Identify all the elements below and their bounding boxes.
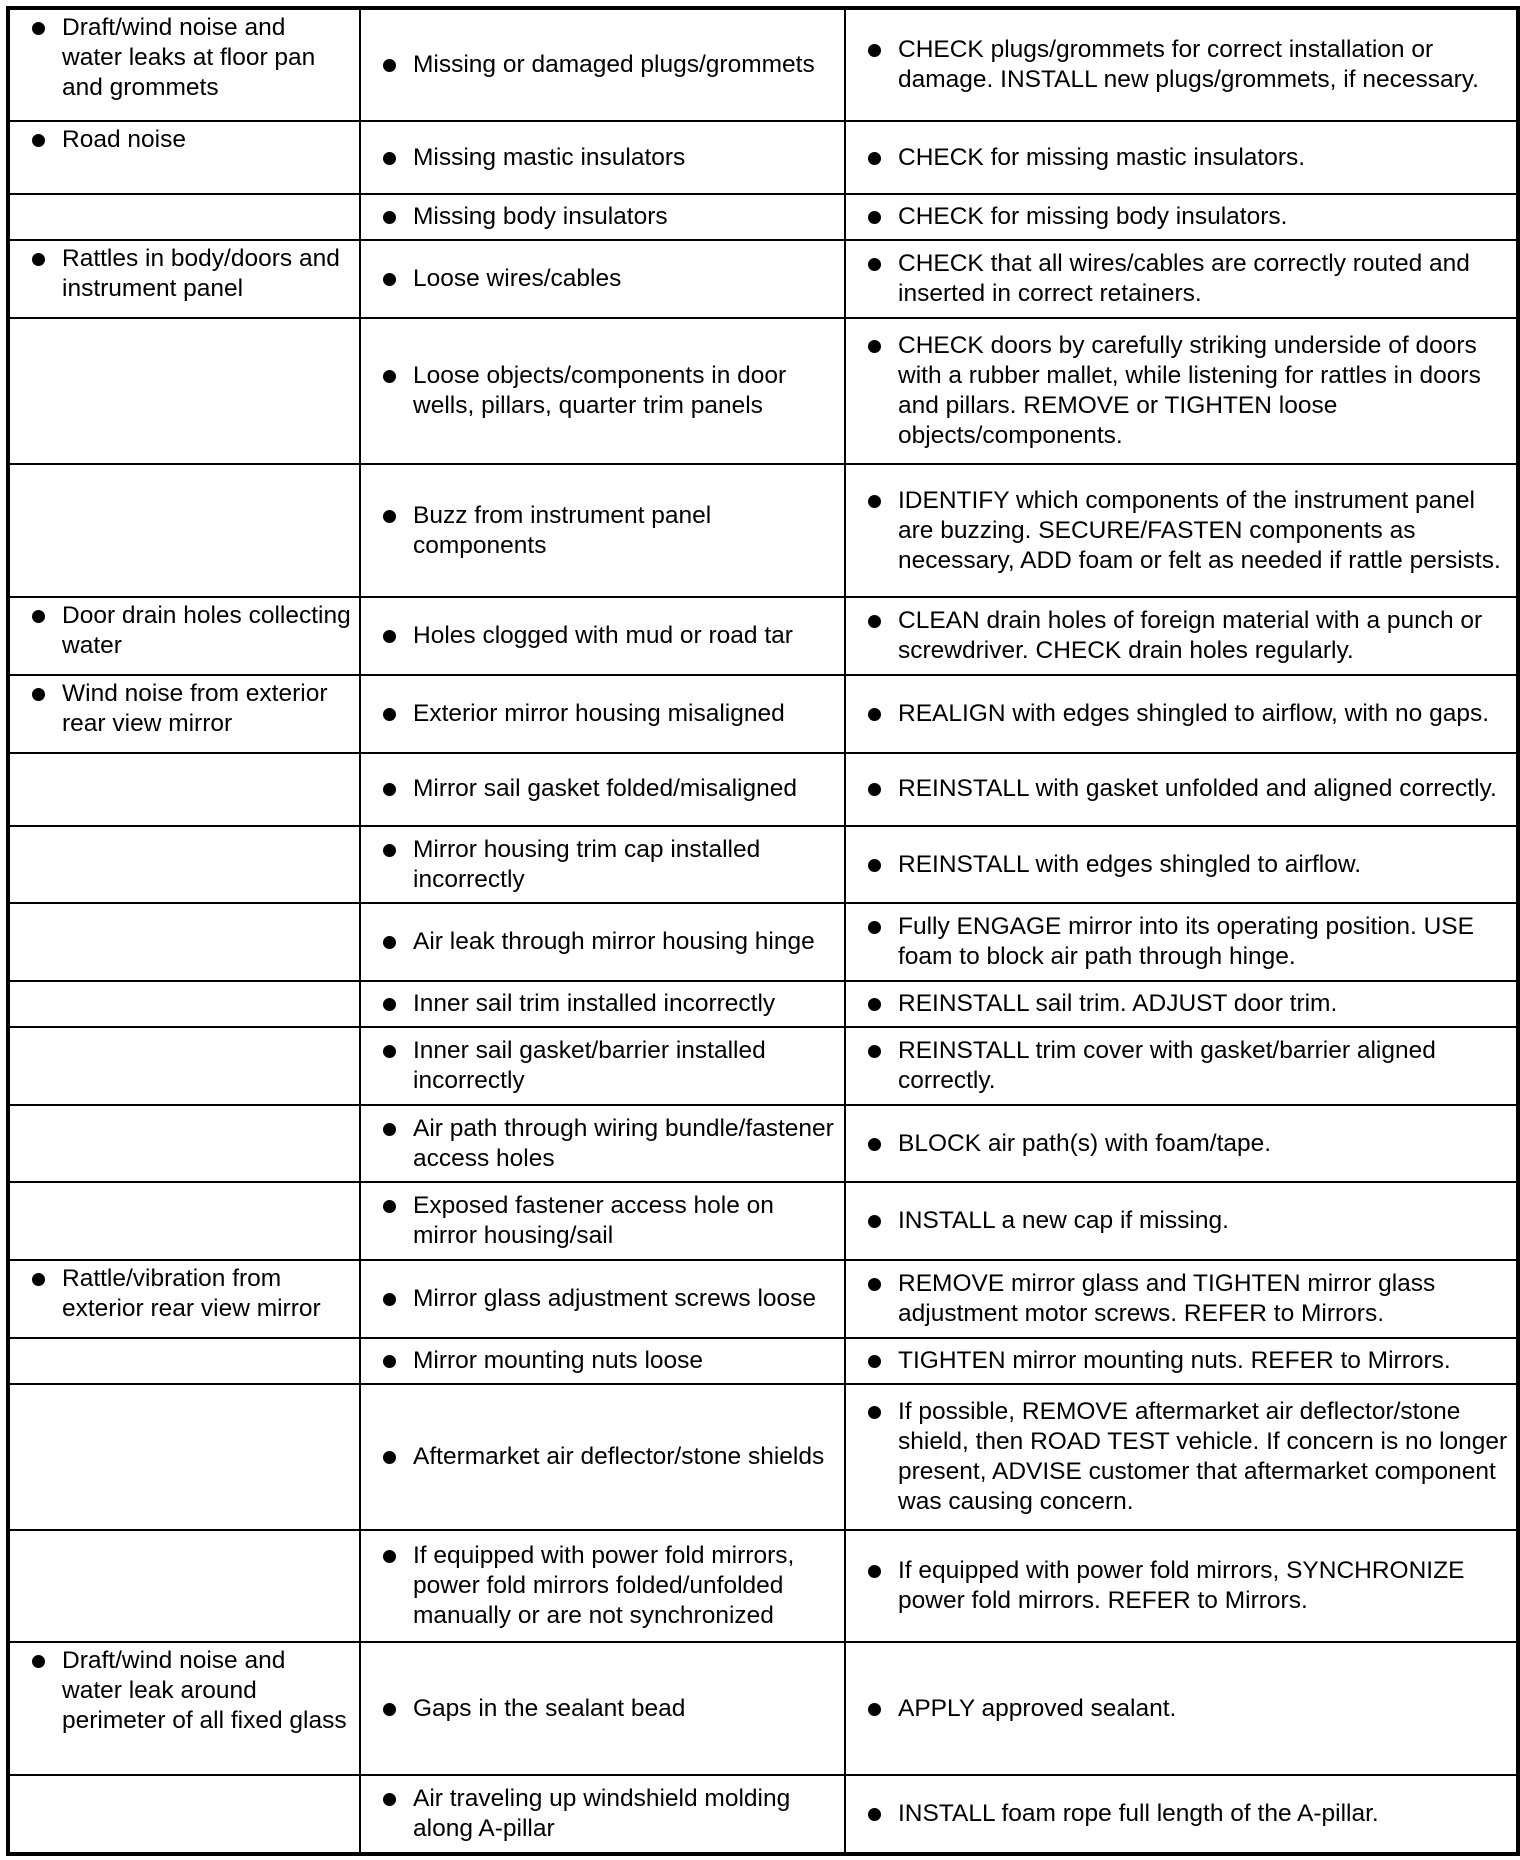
action-text: REMOVE mirror glass and TIGHTEN mirror glass adjustment motor screws. REFER to Mirrors. — [898, 1270, 1436, 1328]
bullet-item — [32, 679, 351, 739]
bullet-icon — [383, 59, 396, 72]
bullet-icon — [383, 211, 396, 224]
bullet-icon — [383, 1123, 396, 1136]
bullet-item — [383, 1541, 836, 1631]
condition-text: Rattles in body/doors and instrument panel — [62, 245, 340, 303]
action-cell — [845, 1182, 1518, 1260]
action-text: CHECK plugs/grommets for correct installation or damage. INSTALL new plugs/grommets, if necessary. — [898, 36, 1479, 94]
bullet-icon — [32, 253, 45, 266]
action-cell — [845, 903, 1518, 981]
source-cell — [360, 1105, 845, 1183]
table-row — [8, 753, 1518, 826]
bullet-icon — [383, 936, 396, 949]
table-row — [8, 1530, 1518, 1642]
bullet-item — [868, 1036, 1508, 1096]
action-text: CHECK for missing body insulators. — [898, 203, 1288, 231]
action-text: REINSTALL trim cover with gasket/barrier aligned correctly. — [898, 1036, 1436, 1094]
bullet-icon — [383, 273, 396, 286]
bullet-item — [383, 927, 836, 957]
action-cell — [845, 1027, 1518, 1105]
bullet-item — [32, 601, 351, 661]
action-text: Fully ENGAGE mirror into its operating position. USE foam to block air path through hinge. — [898, 913, 1474, 971]
bullet-icon — [868, 340, 881, 353]
bullet-item — [868, 1799, 1508, 1829]
source-cell — [360, 981, 845, 1027]
condition-cell — [8, 318, 360, 464]
bullet-icon — [868, 211, 881, 224]
bullet-item — [868, 1397, 1508, 1517]
action-cell — [845, 240, 1518, 318]
source-cell — [360, 1182, 845, 1260]
table-row — [8, 194, 1518, 240]
condition-cell — [8, 1260, 360, 1338]
bullet-icon — [868, 615, 881, 628]
action-text: CHECK that all wires/cables are correctly routed and inserted in correct retainers. — [898, 250, 1470, 308]
source-text: Air traveling up windshield molding along A-pillar — [413, 1784, 791, 1842]
bullet-icon — [32, 610, 45, 623]
source-text: Mirror housing trim cap installed incorrectly — [413, 835, 761, 893]
bullet-icon — [32, 1273, 45, 1286]
bullet-item — [383, 1442, 836, 1472]
bullet-item — [383, 1114, 836, 1174]
bullet-icon — [32, 22, 45, 35]
action-cell — [845, 464, 1518, 597]
bullet-item — [868, 989, 1508, 1019]
bullet-icon — [383, 1451, 396, 1464]
condition-cell — [8, 1182, 360, 1260]
action-cell — [845, 1384, 1518, 1530]
condition-text: Door drain holes collecting water — [62, 601, 351, 659]
bullet-item — [868, 1129, 1508, 1159]
source-text: Mirror mounting nuts loose — [413, 1346, 704, 1374]
source-cell — [360, 318, 845, 464]
source-cell — [360, 903, 845, 981]
source-text: Gaps in the sealant bead — [413, 1694, 686, 1722]
bullet-item — [383, 264, 836, 294]
condition-cell — [8, 194, 360, 240]
bullet-icon — [383, 1293, 396, 1306]
bullet-item — [868, 1206, 1508, 1236]
bullet-icon — [868, 1565, 881, 1578]
bullet-item — [868, 202, 1508, 232]
action-cell — [845, 753, 1518, 826]
action-cell — [845, 597, 1518, 675]
table-row — [8, 826, 1518, 904]
bullet-item — [383, 202, 836, 232]
source-cell — [360, 675, 845, 753]
source-cell — [360, 753, 845, 826]
action-cell — [845, 1530, 1518, 1642]
bullet-icon — [383, 630, 396, 643]
bullet-item — [868, 606, 1508, 666]
condition-cell — [8, 8, 360, 121]
bullet-item — [868, 35, 1508, 95]
source-cell — [360, 464, 845, 597]
action-text: TIGHTEN mirror mounting nuts. REFER to Mirrors. — [898, 1346, 1451, 1374]
bullet-item — [32, 125, 351, 155]
condition-cell — [8, 1338, 360, 1384]
bullet-icon — [383, 844, 396, 857]
source-text: Aftermarket air deflector/stone shields — [413, 1442, 825, 1470]
action-cell — [845, 675, 1518, 753]
table-row — [8, 675, 1518, 753]
table-row — [8, 1105, 1518, 1183]
source-cell — [360, 1027, 845, 1105]
bullet-icon — [383, 370, 396, 383]
condition-cell — [8, 675, 360, 753]
condition-cell — [8, 1384, 360, 1530]
bullet-item — [383, 1191, 836, 1251]
action-text: If equipped with power fold mirrors, SYNCHRONIZE power fold mirrors. REFER to Mirrors. — [898, 1557, 1465, 1615]
table-row — [8, 903, 1518, 981]
source-text: Missing body insulators — [413, 203, 668, 231]
action-cell — [845, 8, 1518, 121]
bullet-item — [383, 1036, 836, 1096]
source-cell — [360, 1260, 845, 1338]
bullet-icon — [868, 1808, 881, 1821]
table-row — [8, 8, 1518, 121]
action-cell — [845, 981, 1518, 1027]
source-text: Inner sail gasket/barrier installed incorrectly — [413, 1036, 766, 1094]
bullet-item — [383, 835, 836, 895]
bullet-icon — [868, 783, 881, 796]
action-cell — [845, 121, 1518, 194]
bullet-item — [868, 1694, 1508, 1724]
source-text: Inner sail trim installed incorrectly — [413, 990, 776, 1018]
condition-cell — [8, 1105, 360, 1183]
table-row — [8, 1182, 1518, 1260]
source-text: Air leak through mirror housing hinge — [413, 928, 815, 956]
action-text: CHECK for missing mastic insulators. — [898, 143, 1306, 171]
table-row — [8, 1775, 1518, 1854]
table-row — [8, 240, 1518, 318]
bullet-item — [868, 1346, 1508, 1376]
condition-text: Road noise — [62, 126, 186, 154]
source-cell — [360, 1642, 845, 1775]
table-row — [8, 464, 1518, 597]
bullet-icon — [32, 1655, 45, 1668]
bullet-item — [868, 486, 1508, 576]
bullet-icon — [868, 1355, 881, 1368]
bullet-item — [383, 501, 836, 561]
bullet-icon — [868, 44, 881, 57]
bullet-icon — [868, 998, 881, 1011]
condition-text: Wind noise from exterior rear view mirror — [62, 679, 328, 737]
bullet-item — [383, 1346, 836, 1376]
condition-cell — [8, 1530, 360, 1642]
bullet-icon — [383, 783, 396, 796]
bullet-icon — [383, 1793, 396, 1806]
bullet-item — [383, 50, 836, 80]
bullet-icon — [32, 134, 45, 147]
bullet-icon — [383, 1355, 396, 1368]
table-row — [8, 981, 1518, 1027]
bullet-icon — [868, 921, 881, 934]
source-text: Missing mastic insulators — [413, 143, 686, 171]
bullet-item — [383, 989, 836, 1019]
action-text: REINSTALL with edges shingled to airflow. — [898, 850, 1362, 878]
bullet-item — [383, 774, 836, 804]
bullet-icon — [383, 998, 396, 1011]
action-text: CLEAN drain holes of foreign material with a punch or screwdriver. CHECK drain holes regularly. — [898, 606, 1483, 664]
table-row — [8, 1260, 1518, 1338]
bullet-item — [868, 249, 1508, 309]
action-text: If possible, REMOVE aftermarket air deflector/stone shield, then ROAD TEST vehicle. If concern is no longer present, ADVISE customer that aftermarket component was causing concern. — [898, 1397, 1508, 1515]
bullet-item — [32, 1264, 351, 1324]
action-text: INSTALL foam rope full length of the A-pillar. — [898, 1799, 1379, 1827]
bullet-icon — [383, 1200, 396, 1213]
bullet-icon — [868, 258, 881, 271]
bullet-item — [383, 143, 836, 173]
source-text: Loose objects/components in door wells, pillars, quarter trim panels — [413, 362, 787, 420]
action-cell — [845, 826, 1518, 904]
bullet-item — [868, 912, 1508, 972]
source-cell — [360, 1384, 845, 1530]
source-cell — [360, 240, 845, 318]
bullet-item — [868, 331, 1508, 451]
source-text: Exposed fastener access hole on mirror housing/sail — [413, 1192, 774, 1250]
source-cell — [360, 194, 845, 240]
action-cell — [845, 1775, 1518, 1854]
bullet-icon — [32, 688, 45, 701]
table-row — [8, 597, 1518, 675]
bullet-item — [383, 1284, 836, 1314]
bullet-item — [383, 621, 836, 651]
bullet-item — [868, 1556, 1508, 1616]
source-text: Holes clogged with mud or road tar — [413, 621, 793, 649]
bullet-icon — [868, 1703, 881, 1716]
condition-text: Rattle/vibration from exterior rear view mirror — [62, 1265, 321, 1323]
bullet-icon — [383, 1703, 396, 1716]
symptom-chart-table — [6, 6, 1520, 1856]
bullet-icon — [868, 708, 881, 721]
condition-cell — [8, 826, 360, 904]
bullet-item — [868, 1269, 1508, 1329]
source-cell — [360, 597, 845, 675]
bullet-item — [32, 244, 351, 304]
bullet-icon — [868, 1406, 881, 1419]
table-row — [8, 1384, 1518, 1530]
source-cell — [360, 8, 845, 121]
source-cell — [360, 1530, 845, 1642]
bullet-icon — [868, 1045, 881, 1058]
bullet-icon — [383, 510, 396, 523]
action-text: BLOCK air path(s) with foam/tape. — [898, 1129, 1272, 1157]
bullet-item — [383, 1784, 836, 1844]
condition-cell — [8, 981, 360, 1027]
action-text: REINSTALL sail trim. ADJUST door trim. — [898, 990, 1338, 1018]
bullet-icon — [868, 1278, 881, 1291]
bullet-icon — [383, 152, 396, 165]
source-cell — [360, 121, 845, 194]
condition-cell — [8, 1642, 360, 1775]
bullet-icon — [868, 1138, 881, 1151]
action-cell — [845, 1642, 1518, 1775]
source-text: Air path through wiring bundle/fastener access holes — [413, 1114, 834, 1172]
action-text: REINSTALL with gasket unfolded and aligned correctly. — [898, 775, 1497, 803]
bullet-icon — [383, 1045, 396, 1058]
bullet-icon — [868, 1215, 881, 1228]
action-cell — [845, 1105, 1518, 1183]
bullet-item — [383, 361, 836, 421]
source-text: Exterior mirror housing misaligned — [413, 699, 785, 727]
condition-cell — [8, 1027, 360, 1105]
source-text: Mirror sail gasket folded/misaligned — [413, 775, 797, 803]
condition-cell — [8, 903, 360, 981]
action-text: IDENTIFY which components of the instrument panel are buzzing. SECURE/FASTEN components as necessary, ADD foam or felt as needed if rattle persists. — [898, 486, 1501, 574]
action-text: REALIGN with edges shingled to airflow, with no gaps. — [898, 699, 1490, 727]
bullet-item — [383, 1694, 836, 1724]
bullet-item — [32, 13, 351, 103]
table-row — [8, 318, 1518, 464]
action-cell — [845, 318, 1518, 464]
action-cell — [845, 1260, 1518, 1338]
source-text: Missing or damaged plugs/grommets — [413, 51, 815, 79]
condition-cell — [8, 121, 360, 194]
bullet-icon — [868, 495, 881, 508]
condition-cell — [8, 1775, 360, 1854]
condition-cell — [8, 464, 360, 597]
symptom-chart-body — [8, 8, 1518, 1854]
bullet-item — [868, 699, 1508, 729]
bullet-icon — [868, 859, 881, 872]
table-row — [8, 121, 1518, 194]
table-row — [8, 1338, 1518, 1384]
source-text: Mirror glass adjustment screws loose — [413, 1285, 817, 1313]
bullet-icon — [868, 152, 881, 165]
action-text: CHECK doors by carefully striking underside of doors with a rubber mallet, while listening for rattles in doors and pillars. REMOVE or TIGHTEN loose objects/components. — [898, 332, 1481, 450]
condition-text: Draft/wind noise and water leak around perimeter of all fixed glass — [62, 1647, 347, 1735]
bullet-item — [868, 774, 1508, 804]
table-row — [8, 1027, 1518, 1105]
bullet-item — [383, 699, 836, 729]
condition-cell — [8, 597, 360, 675]
condition-text: Draft/wind noise and water leaks at floor pan and grommets — [62, 14, 316, 101]
action-cell — [845, 194, 1518, 240]
bullet-item — [868, 850, 1508, 880]
source-text: If equipped with power fold mirrors, power fold mirrors folded/unfolded manually or are not synchronized — [413, 1542, 795, 1630]
action-cell — [845, 1338, 1518, 1384]
action-text: APPLY approved sealant. — [898, 1694, 1177, 1722]
condition-cell — [8, 240, 360, 318]
bullet-item — [868, 143, 1508, 173]
condition-cell — [8, 753, 360, 826]
source-text: Loose wires/cables — [413, 265, 622, 293]
source-cell — [360, 1338, 845, 1384]
table-row — [8, 1642, 1518, 1775]
bullet-icon — [383, 708, 396, 721]
bullet-icon — [383, 1550, 396, 1563]
source-cell — [360, 826, 845, 904]
source-cell — [360, 1775, 845, 1854]
bullet-item — [32, 1646, 351, 1736]
source-text: Buzz from instrument panel components — [413, 501, 712, 559]
action-text: INSTALL a new cap if missing. — [898, 1207, 1229, 1235]
